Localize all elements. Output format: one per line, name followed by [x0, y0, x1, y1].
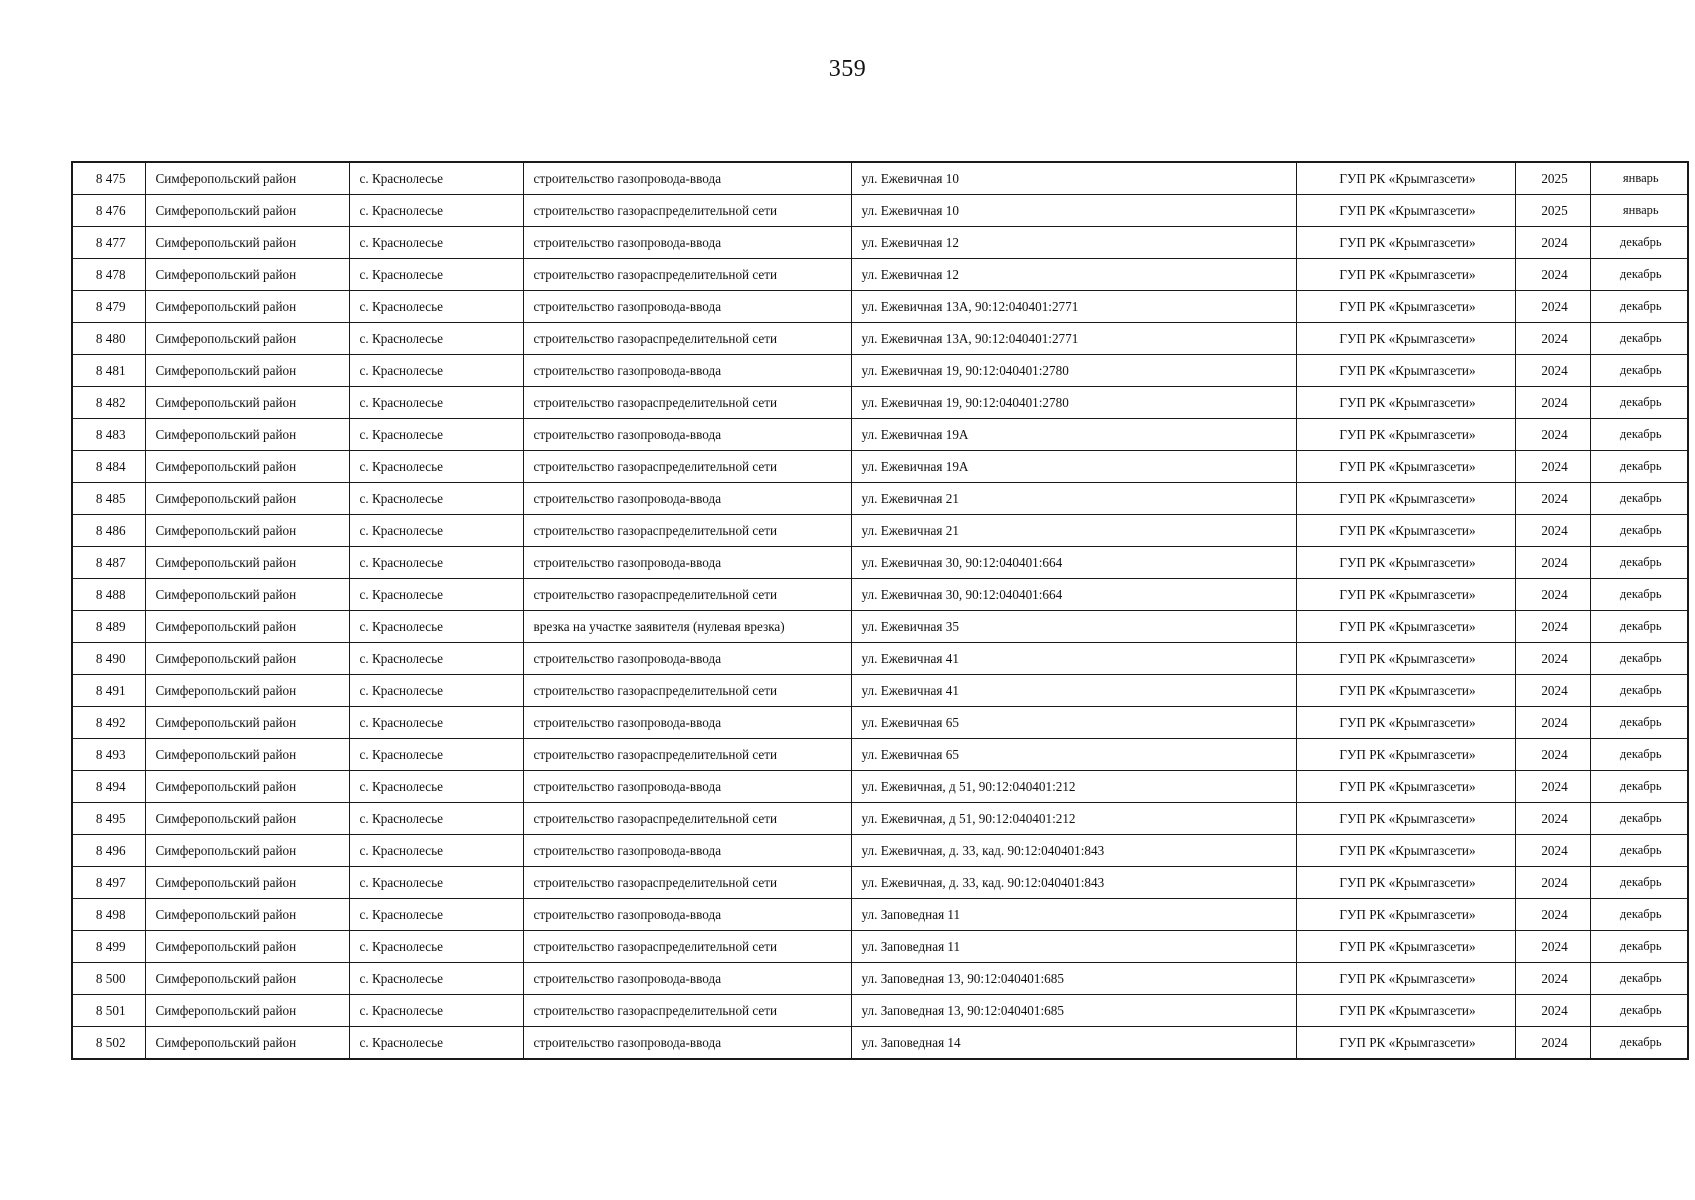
address-cell: ул. Заповедная 13, 90:12:040401:685	[851, 963, 1296, 995]
work-type-cell: строительство газопровода-ввода	[523, 1027, 851, 1060]
address-cell: ул. Ежевичная 19, 90:12:040401:2780	[851, 387, 1296, 419]
address-cell: ул. Заповедная 11	[851, 931, 1296, 963]
work-type-cell: строительство газопровода-ввода	[523, 899, 851, 931]
table-body	[72, 162, 1688, 1059]
month-cell: декабрь	[1590, 1027, 1688, 1060]
year-cell: 2024	[1515, 483, 1590, 515]
locality-cell: с. Краснолесье	[349, 419, 523, 451]
locality-cell: с. Краснолесье	[349, 227, 523, 259]
month-cell: декабрь	[1590, 643, 1688, 675]
organization-cell: ГУП РК «Крымгазсети»	[1296, 259, 1515, 291]
month-cell: декабрь	[1590, 515, 1688, 547]
table-row	[72, 611, 1688, 643]
locality-cell: с. Краснолесье	[349, 931, 523, 963]
address-cell: ул. Ежевичная 65	[851, 707, 1296, 739]
work-type-cell: строительство газопровода-ввода	[523, 835, 851, 867]
month-cell: декабрь	[1590, 963, 1688, 995]
month-cell: декабрь	[1590, 803, 1688, 835]
table-row	[72, 771, 1688, 803]
row-number-cell: 8 485	[72, 483, 145, 515]
row-number-cell: 8 483	[72, 419, 145, 451]
row-number-cell: 8 494	[72, 771, 145, 803]
organization-cell: ГУП РК «Крымгазсети»	[1296, 739, 1515, 771]
organization-cell: ГУП РК «Крымгазсети»	[1296, 387, 1515, 419]
work-type-cell: строительство газораспределительной сети	[523, 931, 851, 963]
table-row	[72, 451, 1688, 483]
locality-cell: с. Краснолесье	[349, 579, 523, 611]
organization-cell: ГУП РК «Крымгазсети»	[1296, 995, 1515, 1027]
district-cell: Симферопольский район	[145, 259, 349, 291]
row-number-cell: 8 498	[72, 899, 145, 931]
district-cell: Симферопольский район	[145, 1027, 349, 1060]
year-cell: 2024	[1515, 995, 1590, 1027]
work-type-cell: врезка на участке заявителя (нулевая врезка)	[523, 611, 851, 643]
locality-cell: с. Краснолесье	[349, 323, 523, 355]
table-row	[72, 227, 1688, 259]
organization-cell: ГУП РК «Крымгазсети»	[1296, 707, 1515, 739]
table-row	[72, 643, 1688, 675]
year-cell: 2024	[1515, 515, 1590, 547]
month-cell: декабрь	[1590, 547, 1688, 579]
year-cell: 2024	[1515, 707, 1590, 739]
table-row	[72, 963, 1688, 995]
month-cell: декабрь	[1590, 387, 1688, 419]
row-number-cell: 8 502	[72, 1027, 145, 1060]
table-row	[72, 515, 1688, 547]
address-cell: ул. Заповедная 14	[851, 1027, 1296, 1060]
year-cell: 2025	[1515, 162, 1590, 195]
organization-cell: ГУП РК «Крымгазсети»	[1296, 451, 1515, 483]
row-number-cell: 8 493	[72, 739, 145, 771]
work-type-cell: строительство газопровода-ввода	[523, 643, 851, 675]
work-type-cell: строительство газораспределительной сети	[523, 867, 851, 899]
month-cell: декабрь	[1590, 259, 1688, 291]
table-row	[72, 931, 1688, 963]
organization-cell: ГУП РК «Крымгазсети»	[1296, 515, 1515, 547]
table-row	[72, 675, 1688, 707]
row-number-cell: 8 479	[72, 291, 145, 323]
locality-cell: с. Краснолесье	[349, 1027, 523, 1060]
locality-cell: с. Краснолесье	[349, 547, 523, 579]
organization-cell: ГУП РК «Крымгазсети»	[1296, 867, 1515, 899]
month-cell: декабрь	[1590, 611, 1688, 643]
organization-cell: ГУП РК «Крымгазсети»	[1296, 611, 1515, 643]
address-cell: ул. Ежевичная, д 51, 90:12:040401:212	[851, 803, 1296, 835]
work-type-cell: строительство газопровода-ввода	[523, 291, 851, 323]
work-type-cell: строительство газопровода-ввода	[523, 419, 851, 451]
month-cell: декабрь	[1590, 835, 1688, 867]
year-cell: 2024	[1515, 867, 1590, 899]
row-number-cell: 8 486	[72, 515, 145, 547]
locality-cell: с. Краснолесье	[349, 162, 523, 195]
organization-cell: ГУП РК «Крымгазсети»	[1296, 835, 1515, 867]
address-cell: ул. Ежевичная 10	[851, 195, 1296, 227]
row-number-cell: 8 497	[72, 867, 145, 899]
address-cell: ул. Ежевичная 21	[851, 483, 1296, 515]
work-type-cell: строительство газопровода-ввода	[523, 227, 851, 259]
year-cell: 2024	[1515, 579, 1590, 611]
month-cell: декабрь	[1590, 867, 1688, 899]
row-number-cell: 8 491	[72, 675, 145, 707]
month-cell: декабрь	[1590, 323, 1688, 355]
locality-cell: с. Краснолесье	[349, 707, 523, 739]
row-number-cell: 8 492	[72, 707, 145, 739]
address-cell: ул. Ежевичная 19А	[851, 451, 1296, 483]
gas-connection-table	[71, 161, 1689, 1060]
district-cell: Симферопольский район	[145, 451, 349, 483]
organization-cell: ГУП РК «Крымгазсети»	[1296, 1027, 1515, 1060]
address-cell: ул. Ежевичная 65	[851, 739, 1296, 771]
work-type-cell: строительство газопровода-ввода	[523, 355, 851, 387]
work-type-cell: строительство газораспределительной сети	[523, 675, 851, 707]
table-row	[72, 547, 1688, 579]
table-row	[72, 259, 1688, 291]
organization-cell: ГУП РК «Крымгазсети»	[1296, 323, 1515, 355]
address-cell: ул. Ежевичная, д 51, 90:12:040401:212	[851, 771, 1296, 803]
locality-cell: с. Краснолесье	[349, 739, 523, 771]
organization-cell: ГУП РК «Крымгазсети»	[1296, 291, 1515, 323]
row-number-cell: 8 490	[72, 643, 145, 675]
locality-cell: с. Краснолесье	[349, 611, 523, 643]
table-row	[72, 739, 1688, 771]
address-cell: ул. Ежевичная 21	[851, 515, 1296, 547]
district-cell: Симферопольский район	[145, 162, 349, 195]
year-cell: 2024	[1515, 547, 1590, 579]
year-cell: 2024	[1515, 1027, 1590, 1060]
month-cell: декабрь	[1590, 995, 1688, 1027]
table-row	[72, 899, 1688, 931]
organization-cell: ГУП РК «Крымгазсети»	[1296, 771, 1515, 803]
locality-cell: с. Краснолесье	[349, 643, 523, 675]
row-number-cell: 8 499	[72, 931, 145, 963]
year-cell: 2024	[1515, 419, 1590, 451]
work-type-cell: строительство газораспределительной сети	[523, 387, 851, 419]
year-cell: 2024	[1515, 963, 1590, 995]
work-type-cell: строительство газораспределительной сети	[523, 739, 851, 771]
work-type-cell: строительство газораспределительной сети	[523, 451, 851, 483]
address-cell: ул. Ежевичная 30, 90:12:040401:664	[851, 579, 1296, 611]
work-type-cell: строительство газораспределительной сети	[523, 579, 851, 611]
year-cell: 2025	[1515, 195, 1590, 227]
district-cell: Симферопольский район	[145, 739, 349, 771]
table-row	[72, 579, 1688, 611]
table-row	[72, 419, 1688, 451]
year-cell: 2024	[1515, 387, 1590, 419]
row-number-cell: 8 481	[72, 355, 145, 387]
locality-cell: с. Краснолесье	[349, 195, 523, 227]
month-cell: декабрь	[1590, 707, 1688, 739]
district-cell: Симферопольский район	[145, 803, 349, 835]
locality-cell: с. Краснолесье	[349, 483, 523, 515]
work-type-cell: строительство газораспределительной сети	[523, 259, 851, 291]
district-cell: Симферопольский район	[145, 419, 349, 451]
district-cell: Симферопольский район	[145, 291, 349, 323]
year-cell: 2024	[1515, 899, 1590, 931]
table-row	[72, 387, 1688, 419]
address-cell: ул. Ежевичная 19А	[851, 419, 1296, 451]
table-row	[72, 867, 1688, 899]
district-cell: Симферопольский район	[145, 835, 349, 867]
month-cell: январь	[1590, 195, 1688, 227]
organization-cell: ГУП РК «Крымгазсети»	[1296, 579, 1515, 611]
table-row	[72, 707, 1688, 739]
district-cell: Симферопольский район	[145, 899, 349, 931]
organization-cell: ГУП РК «Крымгазсети»	[1296, 162, 1515, 195]
row-number-cell: 8 476	[72, 195, 145, 227]
district-cell: Симферопольский район	[145, 355, 349, 387]
row-number-cell: 8 477	[72, 227, 145, 259]
address-cell: ул. Заповедная 13, 90:12:040401:685	[851, 995, 1296, 1027]
year-cell: 2024	[1515, 227, 1590, 259]
row-number-cell: 8 482	[72, 387, 145, 419]
address-cell: ул. Ежевичная 41	[851, 675, 1296, 707]
organization-cell: ГУП РК «Крымгазсети»	[1296, 931, 1515, 963]
locality-cell: с. Краснолесье	[349, 771, 523, 803]
row-number-cell: 8 480	[72, 323, 145, 355]
organization-cell: ГУП РК «Крымгазсети»	[1296, 643, 1515, 675]
locality-cell: с. Краснолесье	[349, 387, 523, 419]
month-cell: январь	[1590, 162, 1688, 195]
month-cell: декабрь	[1590, 931, 1688, 963]
table-row	[72, 803, 1688, 835]
row-number-cell: 8 501	[72, 995, 145, 1027]
work-type-cell: строительство газораспределительной сети	[523, 995, 851, 1027]
month-cell: декабрь	[1590, 355, 1688, 387]
year-cell: 2024	[1515, 259, 1590, 291]
locality-cell: с. Краснолесье	[349, 803, 523, 835]
organization-cell: ГУП РК «Крымгазсети»	[1296, 963, 1515, 995]
address-cell: ул. Ежевичная 13А, 90:12:040401:2771	[851, 323, 1296, 355]
locality-cell: с. Краснолесье	[349, 515, 523, 547]
district-cell: Симферопольский район	[145, 195, 349, 227]
table-row	[72, 323, 1688, 355]
row-number-cell: 8 484	[72, 451, 145, 483]
table-row	[72, 1027, 1688, 1060]
district-cell: Симферопольский район	[145, 483, 349, 515]
locality-cell: с. Краснолесье	[349, 995, 523, 1027]
organization-cell: ГУП РК «Крымгазсети»	[1296, 547, 1515, 579]
organization-cell: ГУП РК «Крымгазсети»	[1296, 419, 1515, 451]
address-cell: ул. Ежевичная 35	[851, 611, 1296, 643]
district-cell: Симферопольский район	[145, 547, 349, 579]
year-cell: 2024	[1515, 675, 1590, 707]
organization-cell: ГУП РК «Крымгазсети»	[1296, 899, 1515, 931]
row-number-cell: 8 496	[72, 835, 145, 867]
district-cell: Симферопольский район	[145, 931, 349, 963]
table-row	[72, 291, 1688, 323]
month-cell: декабрь	[1590, 739, 1688, 771]
month-cell: декабрь	[1590, 771, 1688, 803]
address-cell: ул. Ежевичная 12	[851, 259, 1296, 291]
district-cell: Симферопольский район	[145, 675, 349, 707]
year-cell: 2024	[1515, 323, 1590, 355]
year-cell: 2024	[1515, 451, 1590, 483]
locality-cell: с. Краснолесье	[349, 259, 523, 291]
month-cell: декабрь	[1590, 451, 1688, 483]
locality-cell: с. Краснолесье	[349, 675, 523, 707]
work-type-cell: строительство газопровода-ввода	[523, 963, 851, 995]
month-cell: декабрь	[1590, 899, 1688, 931]
month-cell: декабрь	[1590, 227, 1688, 259]
work-type-cell: строительство газопровода-ввода	[523, 162, 851, 195]
row-number-cell: 8 495	[72, 803, 145, 835]
address-cell: ул. Ежевичная 41	[851, 643, 1296, 675]
locality-cell: с. Краснолесье	[349, 899, 523, 931]
table-row	[72, 355, 1688, 387]
address-cell: ул. Ежевичная, д. 33, кад. 90:12:040401:843	[851, 835, 1296, 867]
row-number-cell: 8 488	[72, 579, 145, 611]
organization-cell: ГУП РК «Крымгазсети»	[1296, 227, 1515, 259]
year-cell: 2024	[1515, 803, 1590, 835]
district-cell: Симферопольский район	[145, 995, 349, 1027]
locality-cell: с. Краснолесье	[349, 835, 523, 867]
month-cell: декабрь	[1590, 579, 1688, 611]
year-cell: 2024	[1515, 355, 1590, 387]
row-number-cell: 8 478	[72, 259, 145, 291]
month-cell: декабрь	[1590, 419, 1688, 451]
table-row	[72, 835, 1688, 867]
district-cell: Симферопольский район	[145, 515, 349, 547]
year-cell: 2024	[1515, 611, 1590, 643]
year-cell: 2024	[1515, 835, 1590, 867]
row-number-cell: 8 489	[72, 611, 145, 643]
locality-cell: с. Краснолесье	[349, 451, 523, 483]
row-number-cell: 8 500	[72, 963, 145, 995]
organization-cell: ГУП РК «Крымгазсети»	[1296, 803, 1515, 835]
address-cell: ул. Ежевичная 12	[851, 227, 1296, 259]
work-type-cell: строительство газопровода-ввода	[523, 707, 851, 739]
locality-cell: с. Краснолесье	[349, 867, 523, 899]
work-type-cell: строительство газораспределительной сети	[523, 195, 851, 227]
row-number-cell: 8 475	[72, 162, 145, 195]
work-type-cell: строительство газораспределительной сети	[523, 803, 851, 835]
year-cell: 2024	[1515, 291, 1590, 323]
district-cell: Симферопольский район	[145, 963, 349, 995]
district-cell: Симферопольский район	[145, 579, 349, 611]
district-cell: Симферопольский район	[145, 387, 349, 419]
work-type-cell: строительство газопровода-ввода	[523, 483, 851, 515]
district-cell: Симферопольский район	[145, 323, 349, 355]
address-cell: ул. Ежевичная 30, 90:12:040401:664	[851, 547, 1296, 579]
district-cell: Симферопольский район	[145, 771, 349, 803]
row-number-cell: 8 487	[72, 547, 145, 579]
table-row	[72, 995, 1688, 1027]
address-cell: ул. Ежевичная, д. 33, кад. 90:12:040401:843	[851, 867, 1296, 899]
year-cell: 2024	[1515, 771, 1590, 803]
district-cell: Симферопольский район	[145, 867, 349, 899]
work-type-cell: строительство газопровода-ввода	[523, 547, 851, 579]
year-cell: 2024	[1515, 931, 1590, 963]
organization-cell: ГУП РК «Крымгазсети»	[1296, 355, 1515, 387]
organization-cell: ГУП РК «Крымгазсети»	[1296, 195, 1515, 227]
locality-cell: с. Краснолесье	[349, 291, 523, 323]
table-row	[72, 483, 1688, 515]
month-cell: декабрь	[1590, 291, 1688, 323]
month-cell: декабрь	[1590, 675, 1688, 707]
work-type-cell: строительство газопровода-ввода	[523, 771, 851, 803]
district-cell: Симферопольский район	[145, 707, 349, 739]
year-cell: 2024	[1515, 739, 1590, 771]
locality-cell: с. Краснолесье	[349, 355, 523, 387]
organization-cell: ГУП РК «Крымгазсети»	[1296, 675, 1515, 707]
page-number: 359	[828, 56, 867, 82]
month-cell: декабрь	[1590, 483, 1688, 515]
address-cell: ул. Ежевичная 19, 90:12:040401:2780	[851, 355, 1296, 387]
district-cell: Симферопольский район	[145, 227, 349, 259]
work-type-cell: строительство газораспределительной сети	[523, 323, 851, 355]
organization-cell: ГУП РК «Крымгазсети»	[1296, 483, 1515, 515]
table-row	[72, 162, 1688, 195]
address-cell: ул. Заповедная 11	[851, 899, 1296, 931]
work-type-cell: строительство газораспределительной сети	[523, 515, 851, 547]
year-cell: 2024	[1515, 643, 1590, 675]
locality-cell: с. Краснолесье	[349, 963, 523, 995]
district-cell: Симферопольский район	[145, 643, 349, 675]
address-cell: ул. Ежевичная 10	[851, 162, 1296, 195]
district-cell: Симферопольский район	[145, 611, 349, 643]
address-cell: ул. Ежевичная 13А, 90:12:040401:2771	[851, 291, 1296, 323]
table-row	[72, 195, 1688, 227]
